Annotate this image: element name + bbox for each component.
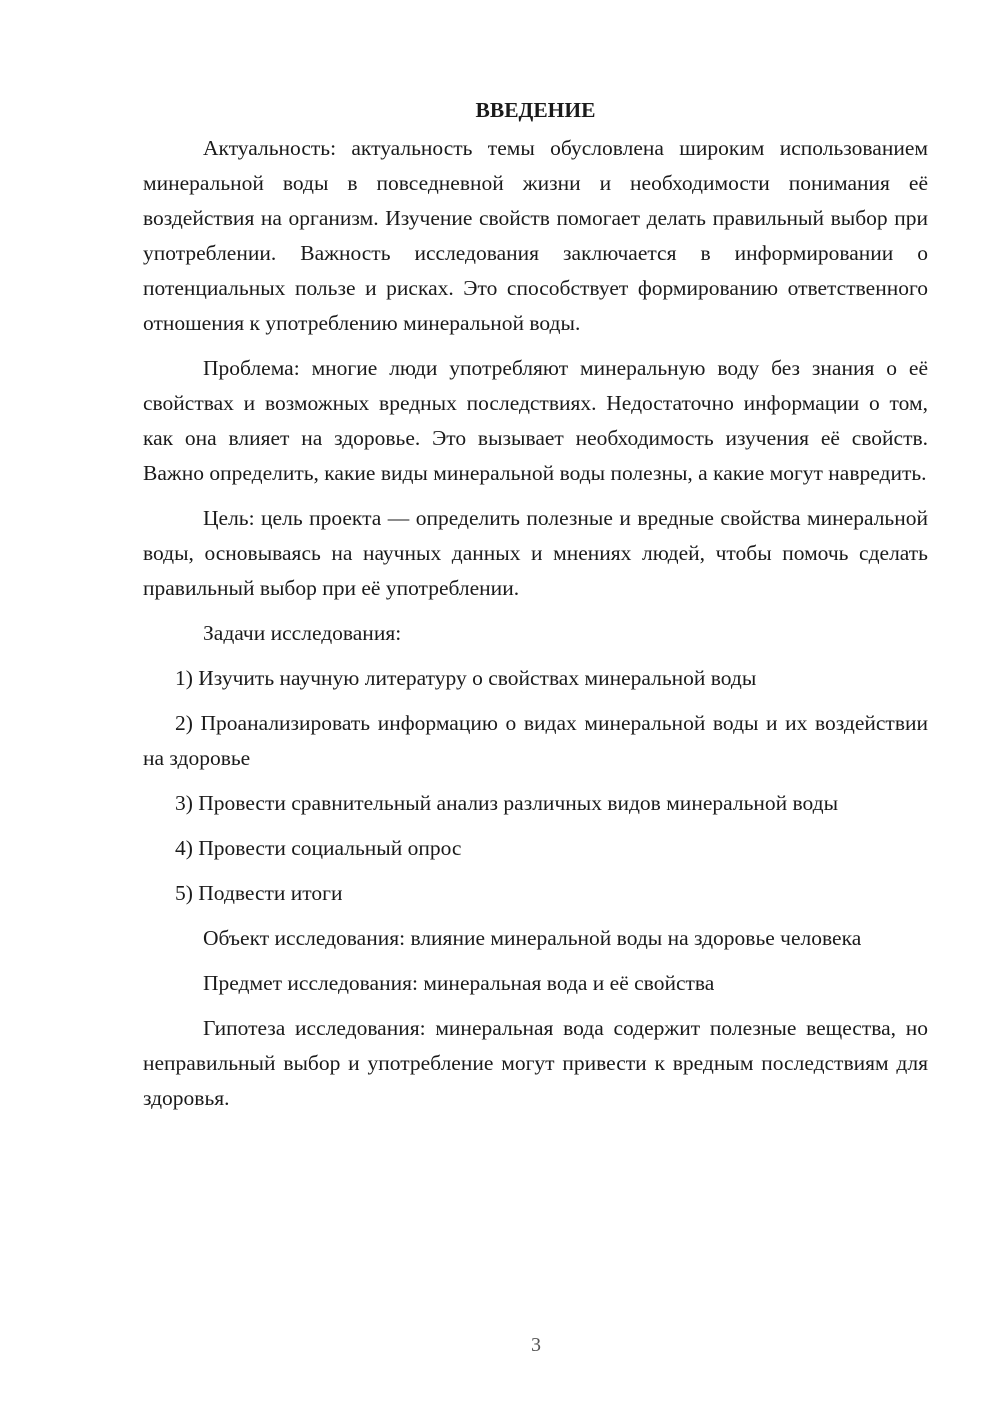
relevance-paragraph: Актуальность: актуальность темы обусловлена широким использованием минеральной воды в повседневной жизни и необходимости понимания её воздействия на организм. Изучение свойств помогает делать правильный выбор при употреблении. Важность исследования заключается в информировании о потенциальных пользе и рисках. Это способствует формированию ответственного отношения к употреблению минеральной воды. [143, 136, 928, 335]
task-item-3: 3) Провести сравнительный анализ различных видов минеральной воды [175, 791, 839, 815]
hypothesis-paragraph: Гипотеза исследования: минеральная вода содержит полезные вещества, но неправильный выбор и употребление могут привести к вредным последствиям для здоровья. [143, 1016, 928, 1110]
task-item-1: 1) Изучить научную литературу о свойствах минеральной воды [175, 666, 757, 690]
page-content [143, 94, 928, 1126]
task-item-2: 2) Проанализировать информацию о видах минеральной воды и их воздействии на здоровье [143, 711, 928, 770]
task-item-4: 4) Провести социальный опрос [175, 836, 462, 860]
object-paragraph: Объект исследования: влияние минеральной воды на здоровье человека [203, 926, 862, 950]
page-number: 3 [531, 1334, 541, 1356]
problem-paragraph: Проблема: многие люди употребляют минеральную воду без знания о её свойствах и возможных вредных последствиях. Недостаточно информации о том, как она влияет на здоровье. Это вызывает необходимость изучения её свойств. Важно определить, какие виды минеральной воды полезны, а какие могут навредить. [143, 356, 928, 485]
subject-paragraph: Предмет исследования: минеральная вода и её свойства [203, 971, 715, 995]
task-item-5: 5) Подвести итоги [175, 881, 343, 905]
section-heading: ВВЕДЕНИЕ [475, 98, 596, 122]
goal-paragraph: Цель: цель проекта — определить полезные и вредные свойства минеральной воды, основываясь на научных данных и мнениях людей, чтобы помочь сделать правильный выбор при её употреблении. [143, 506, 928, 600]
tasks-title: Задачи исследования: [203, 621, 402, 645]
